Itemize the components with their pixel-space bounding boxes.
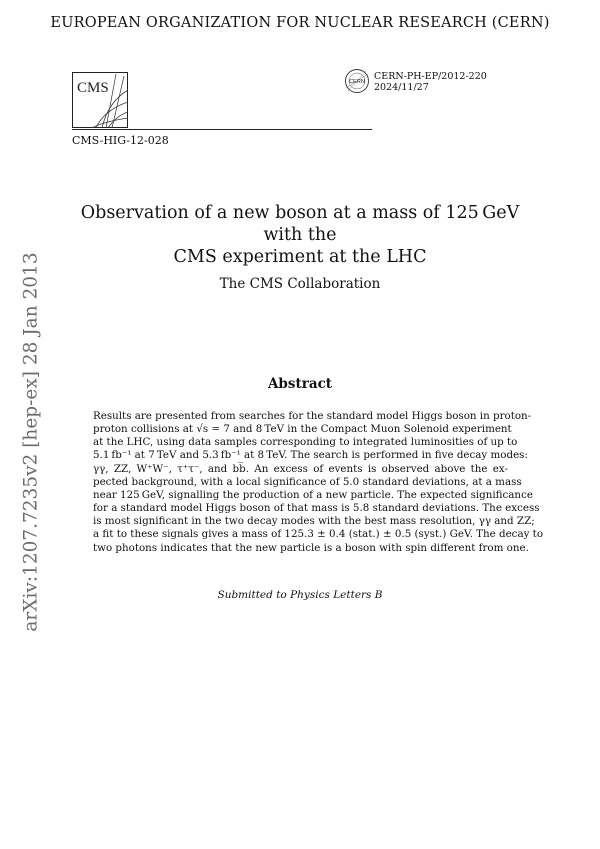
arxiv-stamp: arXiv:1207.7235v2 [hep-ex] 28 Jan 2013 xyxy=(20,252,42,632)
abstract-body xyxy=(93,410,544,555)
cern-logo xyxy=(344,68,370,94)
preprint-info xyxy=(374,72,487,93)
header-rule xyxy=(72,129,372,130)
abstract-line: at the LHC, using data samples corresponding to integrated luminosities of up to xyxy=(93,436,518,449)
abstract-line: near 125 GeV, signalling the production of a new particle. The expected significance xyxy=(93,488,533,501)
title-line-1: Observation of a new boson at a mass of 125 GeV with the xyxy=(80,203,520,245)
abstract-line: 5.1 fb⁻¹ at 7 TeV and 5.3 fb⁻¹ at 8 TeV. The search is performed in five decay modes: xyxy=(93,449,528,462)
abstract-line: proton collisions at √s = 7 and 8 TeV in the Compact Muon Solenoid experiment xyxy=(93,423,512,436)
abstract-line: Results are presented from searches for the standard model Higgs boson in proton- xyxy=(93,410,532,422)
abstract-line: is most significant in the two decay modes with the best mass resolution, γγ and ZZ; xyxy=(93,515,535,528)
authors: The CMS Collaboration xyxy=(219,276,381,292)
cms-logo-text: CMS xyxy=(77,80,109,96)
abstract-line: for a standard model Higgs boson of that mass is 5.8 standard deviations. The excess xyxy=(93,502,540,515)
cern-logo-text: CERN xyxy=(349,79,365,85)
organization-header: EUROPEAN ORGANIZATION FOR NUCLEAR RESEARCH (CERN) xyxy=(50,15,550,31)
preprint-date: 2024/11/27 xyxy=(374,81,429,93)
cms-logo xyxy=(72,72,128,128)
abstract-line: two photons indicates that the new particle is a boson with spin different from one. xyxy=(93,541,529,554)
title-line-2: CMS experiment at the LHC xyxy=(173,247,427,267)
submission-note: Submitted to Physics Letters B xyxy=(217,589,383,601)
abstract-line: pected background, with a local significance of 5.0 standard deviations, at a mass xyxy=(93,475,522,488)
paper-title xyxy=(60,202,540,268)
abstract-heading: Abstract xyxy=(267,376,333,392)
abstract-line: a fit to these signals gives a mass of 125.3 ± 0.4 (stat.) ± 0.5 (syst.) GeV. The decay to xyxy=(93,528,544,541)
report-number: CMS-HIG-12-028 xyxy=(72,134,169,147)
abstract-line: γγ, ZZ, W⁺W⁻, τ⁺τ⁻, and bb̅. An excess of events is observed above the ex- xyxy=(93,462,508,475)
preprint-number: CERN-PH-EP/2012-220 xyxy=(374,71,487,82)
